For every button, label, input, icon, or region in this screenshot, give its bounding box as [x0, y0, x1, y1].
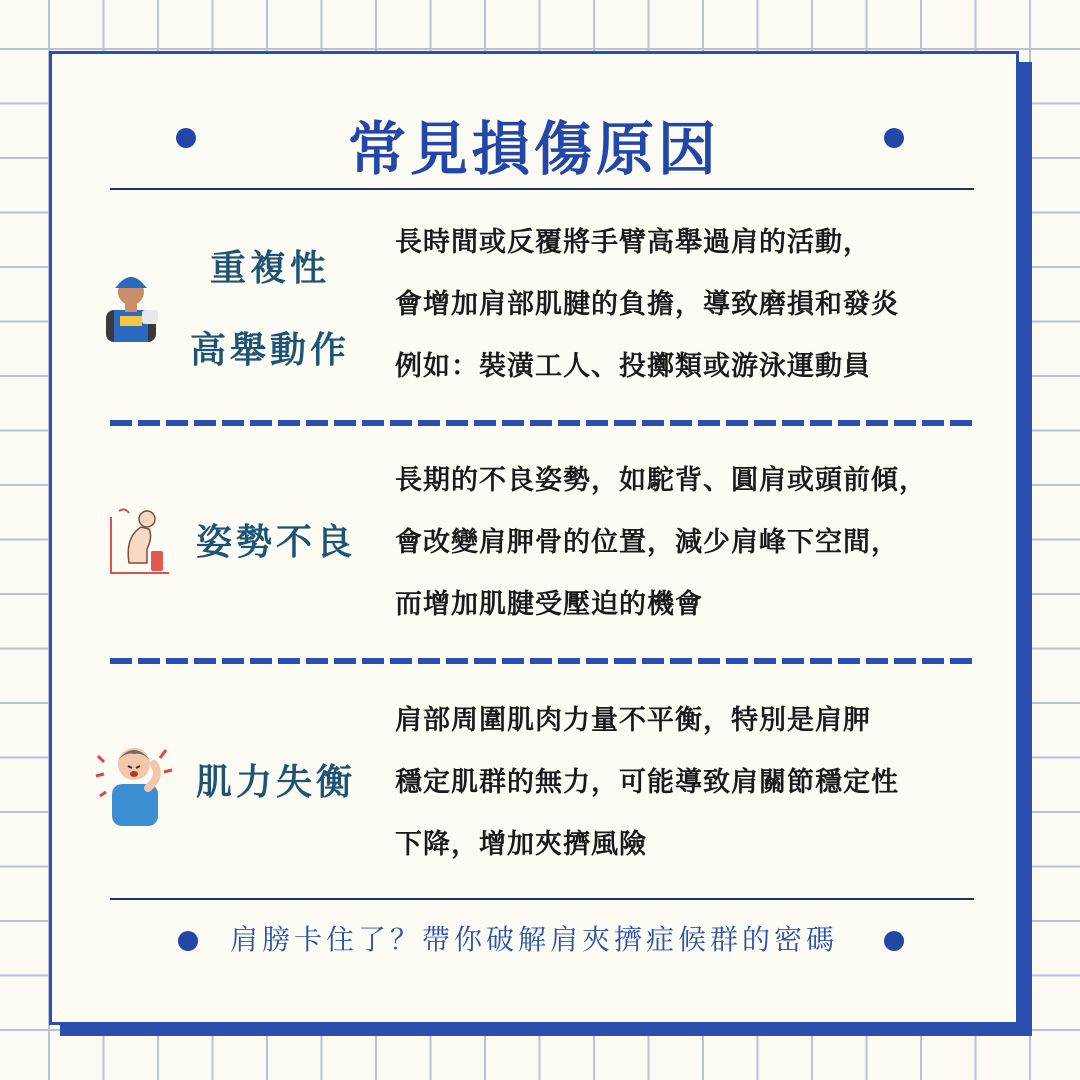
shoulder-pain-icon	[92, 736, 178, 832]
section-2-label	[186, 520, 366, 566]
section-1-description	[395, 212, 1015, 398]
footer-divider	[110, 898, 974, 900]
hunched-posture-icon	[107, 507, 173, 581]
worker-icon	[100, 266, 162, 348]
section-3-label	[186, 760, 366, 806]
section-3-desc-line-2: 穩定肌群的無力，可能導致肩關節穩定性	[395, 767, 899, 798]
page-title: 常見損傷原因	[347, 115, 720, 183]
title-dot-right	[884, 128, 904, 148]
info-card	[49, 51, 1019, 1025]
section-1-label	[180, 246, 360, 374]
section-2-label-line-1: 姿勢不良	[195, 522, 356, 563]
section-1-desc-line-3: 例如：裝潢工人、投擲類或游泳運動員	[395, 351, 871, 382]
footer-tagline: 肩膀卡住了？帶你破解肩夾擠症候群的密碼	[229, 923, 838, 956]
section-1-desc-line-2: 會增加肩部肌腱的負擔，導致磨損和發炎	[395, 289, 899, 320]
section-3-label-line-1: 肌力失衡	[195, 762, 356, 803]
title-divider	[110, 188, 974, 190]
section-3-desc-line-1: 肩部周圍肌肉力量不平衡，特別是肩胛	[395, 705, 871, 736]
section-divider-2	[110, 658, 974, 664]
section-1-desc-line-1: 長時間或反覆將手臂高舉過肩的活動，	[395, 227, 871, 258]
section-2-desc-line-3: 而增加肌腱受壓迫的機會	[395, 589, 703, 620]
section-1-label-line-1: 重複性	[209, 248, 330, 289]
section-2-desc-line-2: 會改變肩胛骨的位置，減少肩峰下空間，	[395, 527, 899, 558]
section-2-desc-line-1: 長期的不良姿勢，如駝背、圓肩或頭前傾，	[395, 465, 927, 496]
section-1-label-line-2: 高舉動作	[189, 330, 350, 371]
footer-dot-right	[884, 931, 904, 951]
section-3-desc-line-3: 下降，增加夾擠風險	[395, 829, 647, 860]
section-3-description	[395, 690, 1015, 876]
section-divider-1	[110, 420, 974, 426]
section-2-description	[395, 450, 1015, 636]
